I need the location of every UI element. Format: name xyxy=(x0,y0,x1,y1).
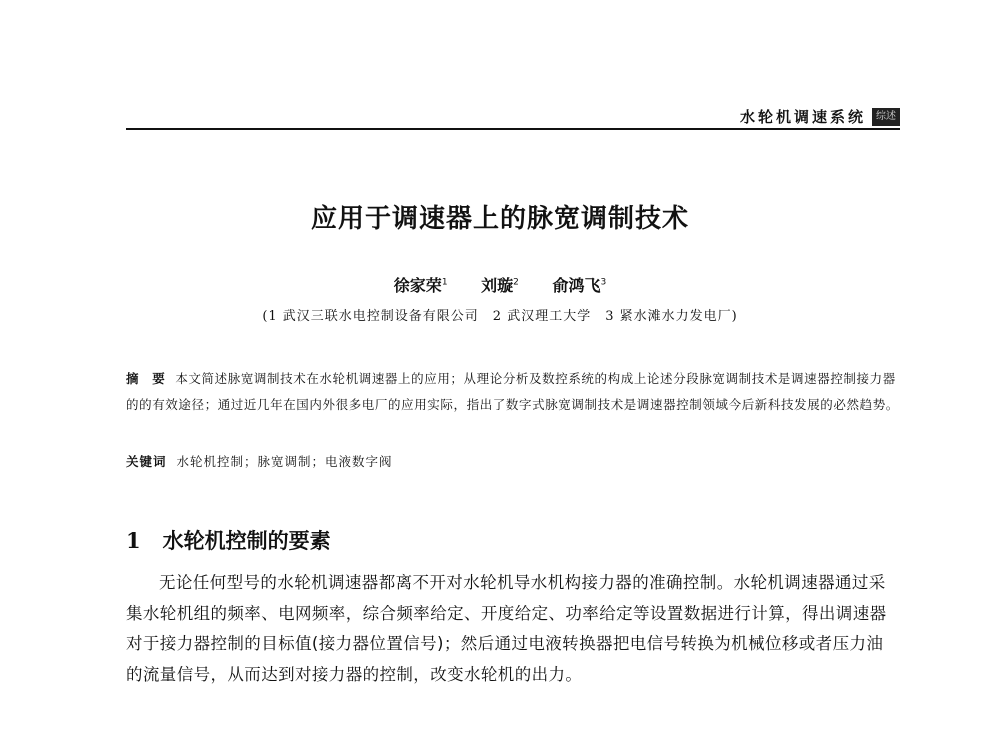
author-2: 刘璇$^2$ xyxy=(481,276,519,295)
keywords xyxy=(126,452,900,470)
section-number: 1 xyxy=(126,528,141,553)
keywords-label: 关键词 xyxy=(126,454,167,469)
header-rule xyxy=(126,128,900,130)
abstract-label: 摘 要 xyxy=(126,371,166,386)
abstract-text: 本文简述脉宽调制技术在水轮机调速器上的应用；从理论分析及数控系统的构成上论述分段脉宽调制技术是调速器控制接力器的的有效途径；通过近几年在国内外很多电厂的应用实际，指出了数字式脉宽调制技术是调速器控制领域今后新科技发展的必然趋势。 xyxy=(126,371,899,412)
body-paragraph: 无论任何型号的水轮机调速器都离不开对水轮机导水机构接力器的准确控制。水轮机调速器通过采集水轮机组的频率、电网频率，综合频率给定、开度给定、功率给定等设置数据进行计算，得出调速器对于接力器控制的目标值(接力器位置信号)；然后通过电液转换器把电信号转换为机械位移或者压力油的流量信号，从而达到对接力器的控制，改变水轮机的出力。 xyxy=(126,573,887,684)
affiliations: (1 武汉三联水电控制设备有限公司 2 武汉理工大学 3 紧水滩水力发电厂) xyxy=(262,309,738,324)
running-header xyxy=(126,106,900,130)
author-3: 俞鸿飞$^3$ xyxy=(552,276,607,295)
paper-title: 应用于调速器上的脉宽调制技术 xyxy=(310,204,689,234)
author-1: 徐家荣$^1$ xyxy=(393,276,448,295)
abstract xyxy=(126,366,900,418)
journal-section-label: 水轮机调速系统 xyxy=(739,108,866,126)
section-badge: 综述 xyxy=(872,108,900,126)
section-heading xyxy=(126,525,331,555)
author-list xyxy=(0,273,1000,296)
section-title: 水轮机控制的要素 xyxy=(162,528,331,553)
keywords-text: 水轮机控制；脉宽调制；电液数字阀 xyxy=(176,454,393,469)
